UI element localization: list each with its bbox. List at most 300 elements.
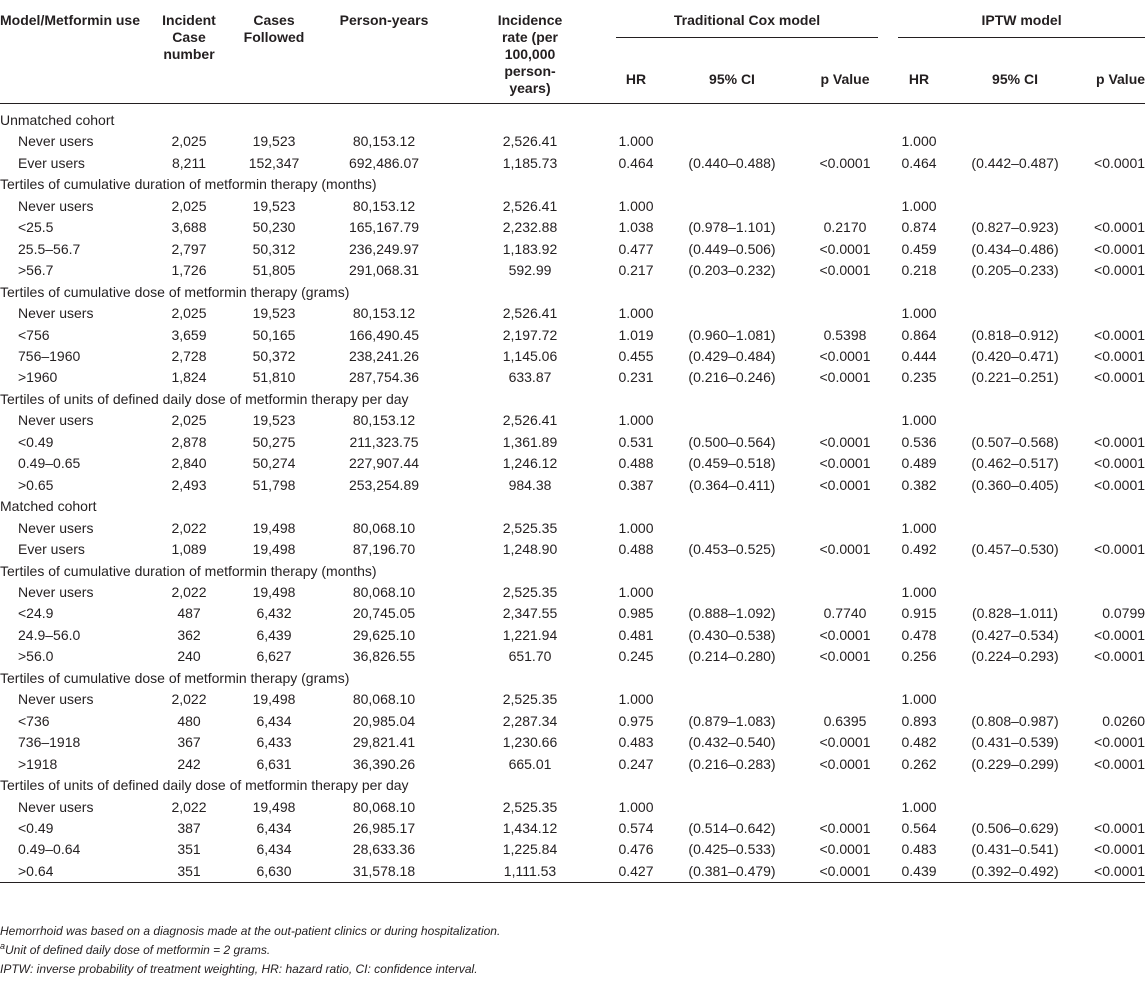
iptw-ci-cell <box>950 689 1080 710</box>
iptw-ci-cell: (0.392–0.492) <box>950 861 1080 883</box>
iptw-ci-cell <box>950 410 1080 431</box>
person-years-cell: 291,068.31 <box>348 262 420 279</box>
header-cox-ci-text: 95% CI <box>709 70 755 87</box>
section-row <box>0 561 1145 582</box>
incident-cell: 351 <box>148 861 230 883</box>
row-label: Never users <box>18 519 94 536</box>
note-line-2-text: Unit of defined daily dose of metformin = 2 grams. <box>5 943 271 957</box>
iptw-p-cell: 0.0260 <box>1102 712 1145 729</box>
incidence-rate-cell: 1,246.12 <box>502 455 558 472</box>
cox-ci-cell <box>662 410 802 431</box>
incident-cell: 3,659 <box>171 326 207 343</box>
table-row <box>0 325 1145 346</box>
cox-hr-cell: 1.000 <box>618 583 654 600</box>
iptw-ci-cell <box>950 303 1080 324</box>
iptw-ci-cell <box>950 797 1080 818</box>
cox-p-cell: <0.0001 <box>819 433 871 450</box>
incidence-rate-cell: 1,111.53 <box>450 861 610 883</box>
incidence-rate-cell: 651.70 <box>508 648 552 665</box>
iptw-ci-cell: (0.427–0.534) <box>971 626 1059 643</box>
row-label: 0.49–0.65 <box>18 455 81 472</box>
iptw-hr-cell: 0.536 <box>901 433 937 450</box>
iptw-p-cell <box>1080 410 1145 431</box>
row-label: <24.9 <box>18 605 54 622</box>
cox-p-cell: <0.0001 <box>819 240 871 257</box>
person-years-cell: 165,167.79 <box>348 219 420 236</box>
header-cases-text: Cases Followed <box>243 12 305 45</box>
incidence-rate-cell: 592.99 <box>508 262 552 279</box>
row-label: Ever users <box>18 541 85 558</box>
header-cox-p <box>802 63 888 97</box>
header-iptw-ci-text: 95% CI <box>992 70 1038 87</box>
incident-cell: 2,728 <box>171 347 207 364</box>
incident-cell: 2,025 <box>171 197 207 214</box>
section-row <box>0 775 1145 796</box>
incidence-rate-cell: 2,525.35 <box>502 519 558 536</box>
iptw-hr-cell: 1.000 <box>901 133 937 150</box>
person-years-cell: 80,153.12 <box>352 412 416 429</box>
cases-cell: 50,275 <box>252 433 296 450</box>
row-label: Never users <box>18 691 94 708</box>
cox-ci-cell: (0.430–0.538) <box>688 626 776 643</box>
table-row <box>0 518 1145 539</box>
person-years-cell: 80,068.10 <box>352 798 416 815</box>
iptw-hr-cell: 0.478 <box>901 626 937 643</box>
row-label: 24.9–56.0 <box>18 626 81 643</box>
cases-cell: 19,523 <box>252 412 296 429</box>
person-years-cell: 80,068.10 <box>352 691 416 708</box>
incidence-rate-cell: 1,248.90 <box>502 541 558 558</box>
cox-hr-cell: 0.455 <box>618 347 654 364</box>
row-label: 25.5–56.7 <box>18 240 81 257</box>
iptw-hr-cell: 0.459 <box>901 240 937 257</box>
row-label: Ever users <box>18 154 85 171</box>
iptw-p-cell: <0.0001 <box>1094 841 1145 858</box>
iptw-hr-cell: 1.000 <box>901 691 937 708</box>
cox-ci-cell: (0.381–0.479) <box>662 861 802 883</box>
incidence-rate-cell: 2,232.88 <box>502 219 558 236</box>
table-row <box>0 196 1145 217</box>
cox-hr-cell: 0.464 <box>618 154 654 171</box>
cases-cell: 19,498 <box>252 541 296 558</box>
table-row <box>0 646 1145 667</box>
table-row <box>0 475 1145 496</box>
iptw-hr-cell: 0.915 <box>901 605 937 622</box>
table-row <box>0 303 1145 324</box>
header-iptw-p <box>1080 63 1145 97</box>
cox-ci-cell: (0.960–1.081) <box>688 326 776 343</box>
section-label: Tertiles of units of defined daily dose of metformin therapy per day <box>0 777 409 794</box>
incidence-rate-cell: 1,225.84 <box>502 841 558 858</box>
cox-p-cell: 0.5398 <box>823 326 867 343</box>
cases-cell: 50,274 <box>252 455 296 472</box>
incidence-rate-cell: 1,221.94 <box>502 626 558 643</box>
row-label: 0.49–0.64 <box>18 841 81 858</box>
header-iptw-ci <box>950 63 1080 97</box>
cox-ci-cell: (0.216–0.246) <box>688 369 776 386</box>
section-row <box>0 282 1145 303</box>
cox-p-cell <box>802 410 888 431</box>
cox-hr-cell: 0.531 <box>618 433 654 450</box>
cox-hr-cell: 0.427 <box>610 861 662 883</box>
table-row <box>0 861 1145 883</box>
person-years-cell: 80,153.12 <box>352 197 416 214</box>
person-years-cell: 238,241.26 <box>348 347 420 364</box>
iptw-hr-cell: 0.893 <box>901 712 937 729</box>
table-row <box>0 839 1145 860</box>
cox-ci-cell: (0.440–0.488) <box>688 154 776 171</box>
iptw-p-cell: <0.0001 <box>1094 648 1145 665</box>
cases-cell: 19,498 <box>252 583 296 600</box>
cox-hr-cell: 1.000 <box>618 197 654 214</box>
incidence-rate-cell: 2,526.41 <box>502 197 558 214</box>
header-incidence <box>450 0 610 97</box>
cox-ci-cell: (0.514–0.642) <box>688 819 776 836</box>
cox-p-cell: <0.0001 <box>819 262 871 279</box>
cox-hr-cell: 0.481 <box>618 626 654 643</box>
table-row <box>0 239 1145 260</box>
row-label: Never users <box>18 412 94 429</box>
incidence-rate-cell: 2,526.41 <box>502 305 558 322</box>
table-row <box>0 625 1145 646</box>
cox-ci-cell: (0.203–0.232) <box>688 262 776 279</box>
cox-ci-cell: (0.453–0.525) <box>688 541 776 558</box>
table-row <box>0 582 1145 603</box>
cox-p-cell: <0.0001 <box>819 648 871 665</box>
cox-ci-cell <box>662 518 802 539</box>
iptw-p-cell: <0.0001 <box>1094 369 1145 386</box>
iptw-hr-cell: 1.000 <box>901 305 937 322</box>
section-row <box>0 496 1145 517</box>
person-years-cell: 36,826.55 <box>352 648 416 665</box>
person-years-cell: 236,249.97 <box>348 240 420 257</box>
incidence-rate-cell: 1,361.89 <box>502 433 558 450</box>
row-label: Never users <box>18 583 94 600</box>
cases-cell: 6,434 <box>256 712 292 729</box>
header-cox-p-text: p Value <box>820 70 870 87</box>
iptw-ci-cell: (0.457–0.530) <box>971 541 1059 558</box>
table-row <box>0 797 1145 818</box>
row-label: >56.0 <box>18 648 54 665</box>
cox-p-cell <box>802 689 888 710</box>
header-group-iptw <box>888 0 1145 63</box>
incident-cell: 487 <box>177 605 201 622</box>
header-iptw-hr-text: HR <box>908 70 930 87</box>
person-years-cell: 26,985.17 <box>352 819 416 836</box>
table-row <box>0 711 1145 732</box>
cox-ci-cell <box>662 689 802 710</box>
table-row <box>0 217 1145 238</box>
cox-p-cell: <0.0001 <box>819 369 871 386</box>
cox-p-cell: <0.0001 <box>819 841 871 858</box>
incidence-rate-cell: 2,287.34 <box>502 712 558 729</box>
cases-cell: 19,498 <box>252 519 296 536</box>
cox-hr-cell: 1.038 <box>618 219 654 236</box>
incidence-rate-cell: 1,185.73 <box>502 154 558 171</box>
row-label: <25.5 <box>18 219 54 236</box>
cases-cell: 51,810 <box>252 369 296 386</box>
cox-p-cell: <0.0001 <box>819 455 871 472</box>
iptw-hr-cell: 0.874 <box>901 219 937 236</box>
person-years-cell: 29,625.10 <box>352 626 416 643</box>
cox-p-cell: <0.0001 <box>819 819 871 836</box>
incident-cell: 3,688 <box>171 219 207 236</box>
cox-hr-cell: 0.477 <box>618 240 654 257</box>
incident-cell: 480 <box>177 712 201 729</box>
person-years-cell: 166,490.45 <box>348 326 420 343</box>
incidence-rate-cell: 2,526.41 <box>502 133 558 150</box>
cox-ci-cell: (0.500–0.564) <box>688 433 776 450</box>
iptw-p-cell <box>1080 689 1145 710</box>
iptw-p-cell <box>1080 131 1145 152</box>
cox-ci-cell <box>662 303 802 324</box>
cox-p-cell: <0.0001 <box>819 154 871 171</box>
cox-hr-cell: 0.483 <box>618 734 654 751</box>
person-years-cell: 36,390.26 <box>352 755 416 772</box>
cox-p-cell: <0.0001 <box>802 861 888 883</box>
table-row <box>0 346 1145 367</box>
iptw-hr-cell: 1.000 <box>901 583 937 600</box>
cases-cell: 50,230 <box>252 219 296 236</box>
cox-hr-cell: 1.000 <box>618 691 654 708</box>
iptw-ci-cell: (0.828–1.011) <box>971 605 1059 622</box>
person-years-cell: 80,153.12 <box>352 133 416 150</box>
cox-p-cell: <0.0001 <box>819 755 871 772</box>
note-line-3: IPTW: inverse probability of treatment weighting, HR: hazard ratio, CI: confidence interval. <box>0 962 478 976</box>
cox-ci-cell: (0.449–0.506) <box>688 240 776 257</box>
iptw-ci-cell: (0.221–0.251) <box>971 369 1059 386</box>
iptw-p-cell: <0.0001 <box>1094 819 1145 836</box>
iptw-hr-cell: 0.439 <box>888 861 950 883</box>
incidence-rate-cell: 1,145.06 <box>502 347 558 364</box>
header-incidence-text: Incidence rate (per 100,000 person-years) <box>497 12 563 96</box>
row-label: >1918 <box>18 755 58 772</box>
table-header <box>0 0 1145 110</box>
cases-cell: 6,434 <box>256 819 292 836</box>
iptw-p-cell: <0.0001 <box>1080 861 1145 883</box>
iptw-hr-cell: 0.489 <box>901 455 937 472</box>
iptw-hr-cell: 0.235 <box>901 369 937 386</box>
iptw-hr-cell: 0.444 <box>901 347 937 364</box>
section-label: Unmatched cohort <box>0 112 115 128</box>
cases-cell: 6,439 <box>256 626 292 643</box>
incident-cell: 240 <box>177 648 201 665</box>
cases-cell: 6,434 <box>256 841 292 858</box>
incident-cell: 8,211 <box>172 154 206 171</box>
iptw-ci-cell: (0.229–0.299) <box>971 755 1059 772</box>
header-group-iptw-text: IPTW model <box>981 12 1062 28</box>
iptw-hr-cell: 1.000 <box>901 798 937 815</box>
person-years-cell: 80,068.10 <box>352 583 416 600</box>
row-label: 736–1918 <box>18 734 81 751</box>
cases-cell: 19,498 <box>252 691 296 708</box>
table-row <box>0 689 1145 710</box>
iptw-ci-cell: (0.434–0.486) <box>971 240 1059 257</box>
incident-cell: 2,025 <box>171 412 207 429</box>
iptw-p-cell: <0.0001 <box>1094 734 1145 751</box>
section-label: Tertiles of units of defined daily dose of metformin therapy per day <box>0 390 409 407</box>
table-row <box>0 410 1145 431</box>
iptw-ci-cell: (0.462–0.517) <box>971 455 1059 472</box>
cox-p-cell: 0.2170 <box>823 219 867 236</box>
cox-p-cell: <0.0001 <box>819 626 871 643</box>
table-row <box>0 603 1145 624</box>
section-label: Tertiles of cumulative dose of metformin therapy (grams) <box>0 669 350 686</box>
row-label: <0.49 <box>18 819 54 836</box>
cox-ci-cell: (0.364–0.411) <box>688 476 776 493</box>
header-incident <box>148 0 230 97</box>
row-label: >56.7 <box>18 262 54 279</box>
incidence-rate-cell: 984.38 <box>508 476 552 493</box>
iptw-ci-cell: (0.431–0.541) <box>971 841 1059 858</box>
person-years-cell: 29,821.41 <box>352 734 416 751</box>
table-body <box>0 110 1145 883</box>
cox-hr-cell: 0.985 <box>618 605 654 622</box>
cox-p-cell <box>802 196 888 217</box>
iptw-p-cell: <0.0001 <box>1094 755 1145 772</box>
incidence-rate-cell: 1,434.12 <box>502 819 558 836</box>
table-row <box>0 754 1145 775</box>
iptw-ci-cell <box>950 518 1080 539</box>
cox-hr-cell: 0.488 <box>618 541 654 558</box>
note-line-2 <box>0 941 1145 960</box>
iptw-ci-cell: (0.420–0.471) <box>971 347 1059 364</box>
row-label: <0.49 <box>18 433 54 450</box>
iptw-hr-cell: 1.000 <box>901 519 937 536</box>
cox-ci-cell: (0.216–0.283) <box>688 755 776 772</box>
cox-ci-cell: (0.425–0.533) <box>688 841 776 858</box>
cox-p-cell: 0.6395 <box>823 712 867 729</box>
iptw-p-cell: <0.0001 <box>1094 154 1145 171</box>
cox-hr-cell: 0.247 <box>618 755 654 772</box>
header-group-cox-text: Traditional Cox model <box>673 12 821 28</box>
cases-cell: 19,523 <box>252 133 296 150</box>
iptw-hr-cell: 0.262 <box>901 755 937 772</box>
incident-cell: 2,025 <box>171 133 207 150</box>
cox-p-cell: 0.7740 <box>823 605 867 622</box>
cox-p-cell: <0.0001 <box>819 476 871 493</box>
iptw-p-cell: <0.0001 <box>1094 476 1145 493</box>
person-years-cell: 287,754.36 <box>348 369 420 386</box>
cox-hr-cell: 1.000 <box>618 519 654 536</box>
person-years-cell: 227,907.44 <box>348 455 420 472</box>
header-model <box>0 0 148 97</box>
iptw-ci-cell <box>950 582 1080 603</box>
row-label: <756 <box>18 326 50 343</box>
cases-cell: 51,805 <box>252 262 296 279</box>
incident-cell: 387 <box>177 819 201 836</box>
iptw-hr-cell: 0.483 <box>901 841 937 858</box>
iptw-hr-cell: 0.564 <box>901 819 937 836</box>
table-row <box>0 432 1145 453</box>
cases-cell: 50,312 <box>252 240 296 257</box>
cox-ci-cell <box>662 582 802 603</box>
incidence-rate-cell: 633.87 <box>508 369 552 386</box>
cox-hr-cell: 0.975 <box>618 712 654 729</box>
cox-hr-cell: 0.217 <box>618 262 654 279</box>
incidence-rate-cell: 2,526.41 <box>502 412 558 429</box>
incident-cell: 242 <box>177 755 201 772</box>
incident-cell: 362 <box>177 626 201 643</box>
cases-cell: 19,523 <box>252 197 296 214</box>
iptw-hr-cell: 0.218 <box>901 262 937 279</box>
cases-cell: 152,347 <box>248 154 300 171</box>
iptw-p-cell: <0.0001 <box>1094 626 1145 643</box>
header-cases <box>230 0 318 97</box>
iptw-ci-cell: (0.506–0.629) <box>971 819 1059 836</box>
cox-p-cell <box>802 303 888 324</box>
iptw-hr-cell: 1.000 <box>901 412 937 429</box>
table-row <box>0 453 1145 474</box>
header-cox-hr <box>610 63 662 97</box>
incident-cell: 2,797 <box>171 240 207 257</box>
section-label: Matched cohort <box>0 498 97 515</box>
incidence-rate-cell: 2,525.35 <box>502 691 558 708</box>
iptw-ci-cell: (0.808–0.987) <box>971 712 1059 729</box>
cox-hr-cell: 1.000 <box>618 305 654 322</box>
cox-ci-cell: (0.978–1.101) <box>688 219 776 236</box>
row-label: Never users <box>18 798 94 815</box>
header-person-years-text: Person-years <box>339 12 429 28</box>
cox-p-cell: <0.0001 <box>819 734 871 751</box>
iptw-p-cell <box>1080 582 1145 603</box>
cox-ci-cell: (0.459–0.518) <box>688 455 776 472</box>
iptw-ci-cell: (0.431–0.539) <box>971 734 1059 751</box>
row-label: Never users <box>18 305 94 322</box>
person-years-cell: 20,985.04 <box>352 712 416 729</box>
cox-hr-cell: 1.000 <box>618 133 654 150</box>
header-cox-ci <box>662 63 802 97</box>
row-label: >0.64 <box>0 861 148 883</box>
note-superscript: a <box>0 941 6 951</box>
cox-ci-cell: (0.429–0.484) <box>688 347 776 364</box>
cox-ci-cell <box>662 196 802 217</box>
iptw-p-cell: <0.0001 <box>1094 455 1145 472</box>
cases-cell: 50,372 <box>252 347 296 364</box>
header-cox-hr-text: HR <box>625 70 647 87</box>
iptw-p-cell <box>1080 518 1145 539</box>
cases-cell: 50,165 <box>252 326 296 343</box>
incident-cell: 2,878 <box>171 433 207 450</box>
iptw-p-cell: <0.0001 <box>1094 240 1145 257</box>
incident-cell: 367 <box>177 734 201 751</box>
iptw-hr-cell: 0.382 <box>901 476 937 493</box>
cox-hr-cell: 0.387 <box>618 476 654 493</box>
person-years-cell: 20,745.05 <box>352 605 416 622</box>
section-row <box>0 110 1145 131</box>
row-label: >0.65 <box>18 476 54 493</box>
cases-cell: 19,523 <box>252 305 296 322</box>
row-label: <736 <box>18 712 50 729</box>
iptw-ci-cell: (0.360–0.405) <box>971 476 1059 493</box>
iptw-hr-cell: 0.256 <box>901 648 937 665</box>
iptw-hr-cell: 0.864 <box>901 326 937 343</box>
cox-ci-cell <box>662 131 802 152</box>
incidence-rate-cell: 2,347.55 <box>502 605 558 622</box>
table-row <box>0 260 1145 281</box>
cox-hr-cell: 1.000 <box>618 798 654 815</box>
cox-hr-cell: 0.231 <box>618 369 654 386</box>
section-row <box>0 668 1145 689</box>
section-label: Tertiles of cumulative dose of metformin therapy (grams) <box>0 283 350 300</box>
cox-ci-cell: (0.888–1.092) <box>688 605 776 622</box>
table-row <box>0 131 1145 152</box>
iptw-p-cell: <0.0001 <box>1094 541 1145 558</box>
incidence-rate-cell: 2,525.35 <box>502 583 558 600</box>
iptw-p-cell: <0.0001 <box>1094 433 1145 450</box>
table-notes <box>0 922 1145 979</box>
person-years-cell: 692,486.07 <box>348 154 420 171</box>
